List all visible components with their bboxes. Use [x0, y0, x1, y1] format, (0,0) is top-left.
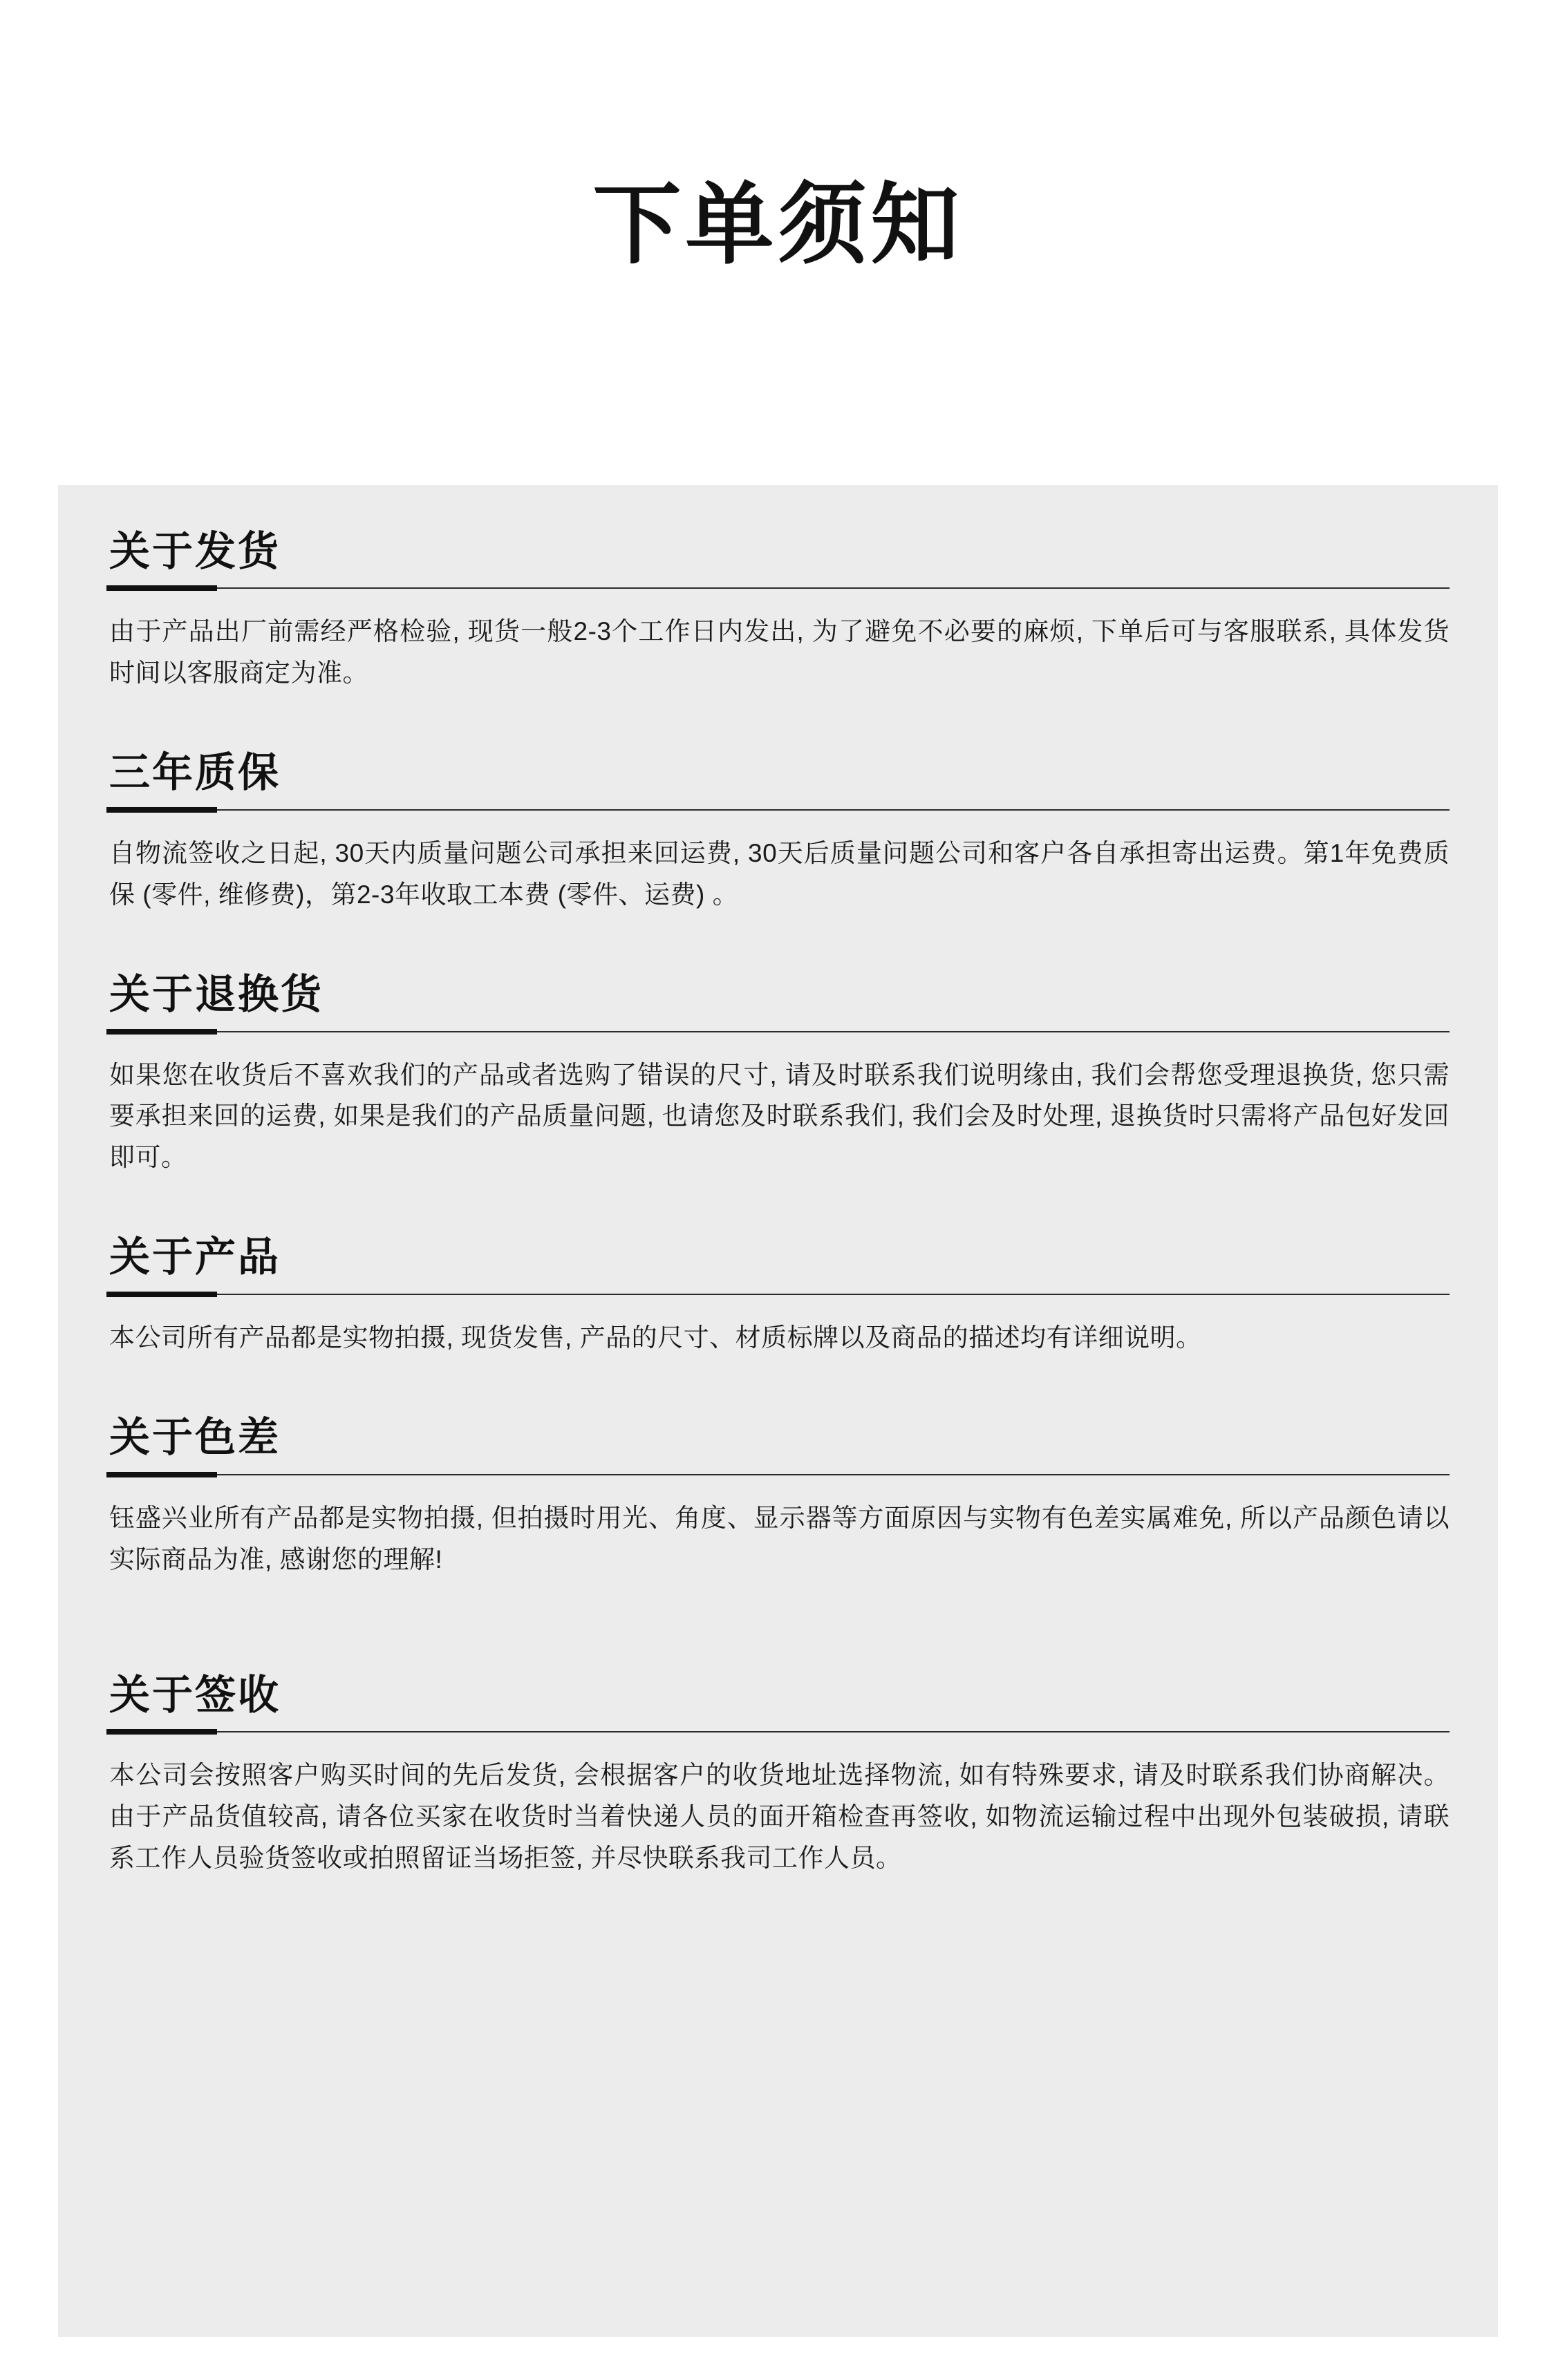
- section-heading: 关于产品: [109, 1234, 281, 1281]
- divider-thin: [106, 587, 1450, 589]
- section-heading: 关于发货: [109, 528, 281, 574]
- notice-page: [0, 59, 1556, 2380]
- section-returns: [106, 970, 1450, 1179]
- section-heading: 三年质保: [109, 750, 281, 796]
- section-warranty: [106, 748, 1450, 916]
- section-body: 自物流签收之日起, 30天内质量问题公司承担来回运费, 30天后质量问题公司和客户各自承担寄出运费。第1年免费质保 (零件, 维修费)，第2-3年收取工本费 (零件、运费) 。: [109, 838, 1450, 909]
- heading-divider: [106, 1029, 1450, 1034]
- heading-divider: [106, 1472, 1450, 1477]
- divider-thick: [106, 1729, 217, 1735]
- divider-thick: [106, 807, 217, 813]
- page-title: 下单须知: [592, 175, 964, 274]
- section-shipping: [106, 527, 1450, 695]
- section-heading: 关于签收: [109, 1672, 281, 1718]
- heading-divider: [106, 585, 1450, 590]
- section-body: 本公司会按照客户购买时间的先后发货, 会根据客户的收货地址选择物流, 如有特殊要求, 请及时联系我们协商解决。由于产品货值较高, 请各位买家在收货时当着快递人员的面开箱检查再签收, 如物流运输过程中出现外包装破损, 请联系工作人员验货签收或拍照留证当场拒签, 并尽快联系我司工作人员。: [109, 1761, 1450, 1873]
- divider-thick: [106, 1029, 217, 1035]
- divider-thin: [106, 1294, 1450, 1295]
- section-body: 由于产品出厂前需经严格检验, 现货一般2-3个工作日内发出, 为了避免不必要的麻烦, 下单后可与客服联系, 具体发货时间以客服商定为准。: [109, 617, 1450, 688]
- heading-divider: [106, 1729, 1450, 1734]
- section-receipt: [106, 1670, 1450, 1880]
- heading-divider: [106, 1292, 1450, 1296]
- divider-thick: [106, 1292, 217, 1297]
- divider-thick: [106, 1472, 217, 1477]
- heading-divider: [106, 807, 1450, 812]
- notice-panel: [58, 485, 1498, 2337]
- section-color-difference: [106, 1413, 1450, 1580]
- section-heading: 关于退换货: [109, 971, 324, 1017]
- section-product: [106, 1232, 1450, 1359]
- divider-thin: [106, 1731, 1450, 1732]
- divider-thin: [106, 1474, 1450, 1475]
- section-body: 本公司所有产品都是实物拍摄, 现货发售, 产品的尺寸、材质标牌以及商品的描述均有详细说明。: [109, 1323, 1202, 1352]
- section-body: 钰盛兴业所有产品都是实物拍摄, 但拍摄时用光、角度、显示器等方面原因与实物有色差实属难免, 所以产品颜色请以实际商品为准, 感谢您的理解!: [109, 1503, 1450, 1574]
- section-body: 如果您在收货后不喜欢我们的产品或者选购了错误的尺寸, 请及时联系我们说明缘由, 我们会帮您受理退换货, 您只需要承担来回的运费, 如果是我们的产品质量问题, 也请您及时联系我们, 我们会及时处理, 退换货时只需将产品包好发回即可。: [109, 1060, 1450, 1172]
- divider-thick: [106, 585, 217, 591]
- divider-thin: [106, 809, 1450, 811]
- divider-thin: [106, 1031, 1450, 1032]
- section-heading: 关于色差: [109, 1415, 281, 1461]
